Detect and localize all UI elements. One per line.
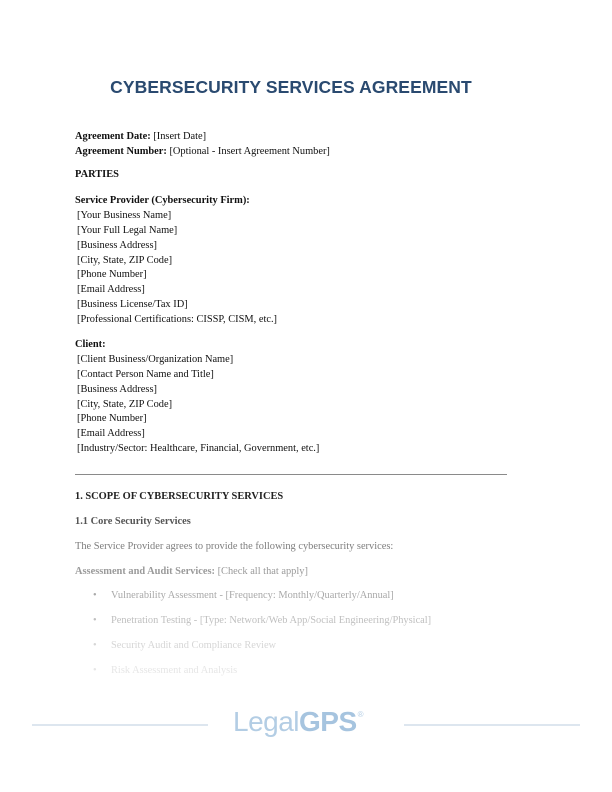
service-provider-line: [Phone Number] — [77, 269, 147, 281]
registered-mark-icon: ® — [357, 710, 364, 719]
logo-rule-left — [32, 724, 208, 726]
service-provider-line: [Business Address] — [77, 239, 157, 251]
service-provider-line: [Professional Certifications: CISSP, CISM, etc.] — [77, 314, 278, 326]
agreement-number-line — [75, 145, 330, 160]
section-intro-text: The Service Provider agrees to provide the following cybersecurity services: — [75, 541, 394, 552]
section-divider — [75, 474, 507, 475]
client-line: [Business Address] — [77, 383, 157, 395]
legalgps-logo — [233, 706, 363, 738]
agreement-date-label: Agreement Date: — [75, 131, 151, 142]
agreement-date-value: [Insert Date] — [150, 131, 207, 142]
assessment-note: [Check all that apply] — [215, 566, 308, 577]
logo-text-gps: GPS — [299, 706, 357, 737]
service-provider-line: [Email Address] — [77, 284, 145, 296]
service-provider-line: [Your Business Name] — [77, 209, 172, 221]
service-bullet — [93, 590, 394, 601]
service-bullet — [93, 615, 431, 626]
section-1-heading: 1. SCOPE OF CYBERSECURITY SERVICES — [75, 491, 284, 502]
service-bullet-text: Vulnerability Assessment - [Frequency: Monthly/Quarterly/Annual] — [111, 590, 394, 601]
assessment-line — [75, 566, 308, 577]
service-provider-line: [City, State, ZIP Code] — [77, 254, 173, 266]
agreement-number-label: Agreement Number: — [75, 145, 167, 157]
bullet-dot-icon: • — [93, 615, 97, 626]
service-bullet-text: Security Audit and Compliance Review — [111, 640, 277, 651]
client-line: [Client Business/Organization Name] — [77, 353, 234, 365]
assessment-label: Assessment and Audit Services: — [75, 566, 215, 577]
client-line: [Contact Person Name and Title] — [77, 368, 214, 380]
client-line: [Industry/Sector: Healthcare, Financial, Government, etc.] — [77, 443, 320, 455]
bullet-dot-icon: • — [93, 590, 97, 601]
service-provider-line: [Your Full Legal Name] — [77, 224, 178, 236]
service-provider-block — [75, 194, 277, 328]
logo-rule-right — [404, 724, 580, 726]
service-provider-line: [Business License/Tax ID] — [77, 299, 188, 311]
bullet-dot-icon: • — [93, 640, 97, 651]
client-line: [Phone Number] — [77, 413, 147, 425]
section-1-1-heading: 1.1 Core Security Services — [75, 516, 191, 527]
service-bullet — [93, 665, 237, 676]
service-bullet-text: Risk Assessment and Analysis — [111, 665, 238, 676]
document-title: CYBERSECURITY SERVICES AGREEMENT — [110, 77, 472, 97]
client-line: [City, State, ZIP Code] — [77, 398, 173, 410]
bullet-dot-icon: • — [93, 665, 97, 676]
client-heading: Client: — [75, 339, 106, 350]
parties-heading: PARTIES — [75, 169, 119, 180]
client-block — [75, 338, 319, 457]
service-bullet-text: Penetration Testing - [Type: Network/Web App/Social Engineering/Physical] — [111, 615, 432, 626]
service-bullet — [93, 640, 276, 651]
agreement-date-line — [75, 130, 330, 145]
agreement-number-value: [Optional - Insert Agreement Number] — [166, 145, 330, 157]
logo-text-legal: Legal — [233, 706, 300, 737]
agreement-meta — [75, 130, 330, 159]
client-line: [Email Address] — [77, 428, 145, 440]
service-provider-heading: Service Provider (Cybersecurity Firm): — [75, 195, 250, 206]
